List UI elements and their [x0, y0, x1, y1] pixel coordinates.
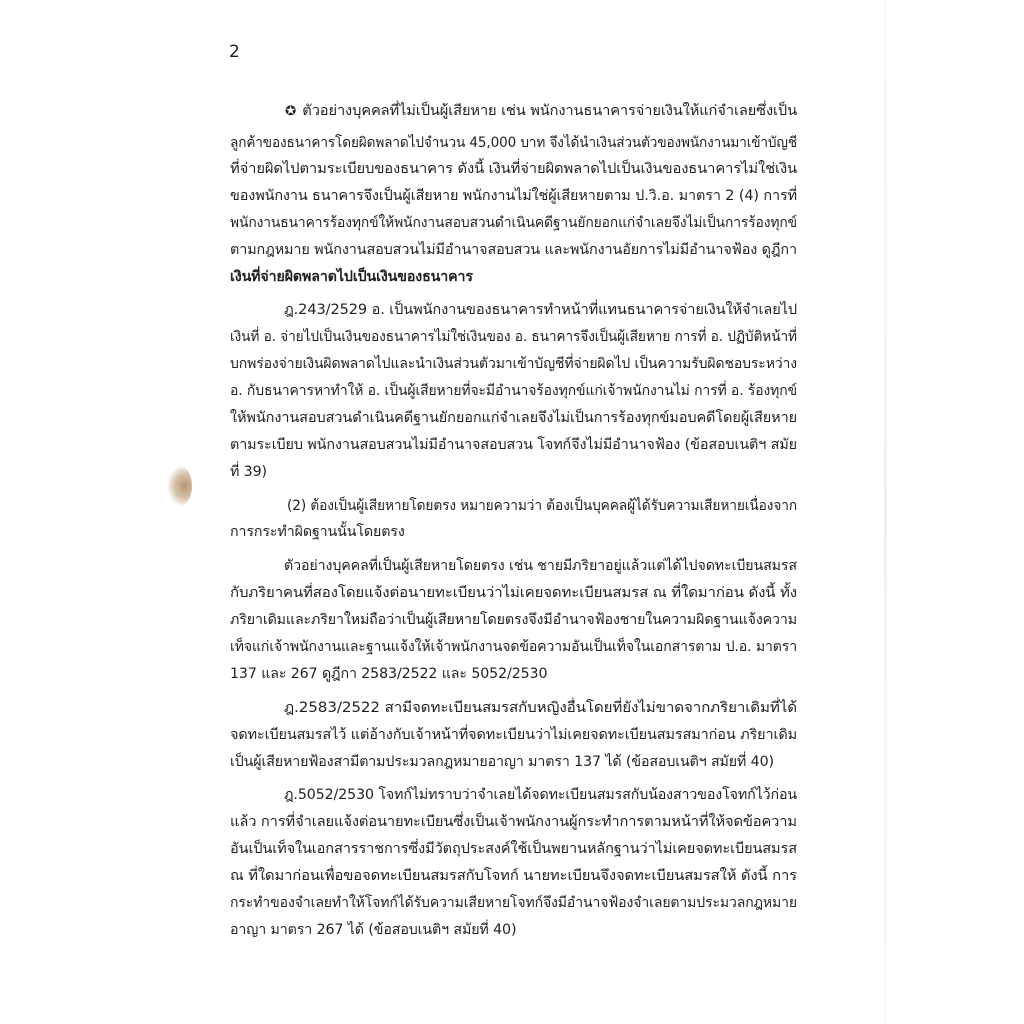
text-line — [230, 408, 797, 428]
text-line — [230, 664, 547, 684]
text-line — [230, 725, 797, 745]
line-text: (2) ต้องเป็นผู้เสียหายโดยตรง หมายความว่า ต้องเป็นบุคคลผู้ได้รับความเสียหายเนื่องจาก — [287, 498, 798, 514]
line-text: ฎ.243/2529 อ. เป็นพนักงานของธนาคารทำหน้าที่แทนธนาคารจ่ายเงินให้จำเลยไป — [284, 302, 798, 318]
text-line — [230, 812, 797, 832]
text-line — [230, 267, 473, 287]
line-text: พนักงานธนาคารร้องทุกข์ให้พนักงานสอบสวนดำเนินคดีฐานยักยอกแก่จำเลยจึงไม่เป็นการร้องทุกข์ — [230, 215, 798, 231]
line-text: ตามระเบียบ พนักงานสอบสวนไม่มีอำนาจสอบสวน โจทก์จึงไม่มีอำนาจฟ้อง (ข้อสอบเนติฯ สมัย — [230, 437, 797, 453]
line-text: จดทะเบียนสมรสไว้ แต่อ้างกับเจ้าหน้าที่จดทะเบียนว่าไม่เคยจดทะเบียนสมรสมาก่อน ภริยาเดิม — [230, 727, 798, 743]
text-line — [285, 101, 797, 122]
line-text: ที่ 39) — [230, 464, 267, 480]
text-line — [284, 785, 797, 805]
line-text: กระทำของจำเลยทำให้โจทก์ได้รับความเสียหายโจทก์จึงมีอำนาจฟ้องจำเลยตามประมวลกฎหมาย — [230, 895, 798, 911]
text-line — [230, 327, 797, 347]
line-text: ให้พนักงานสอบสวนดำเนินคดีฐานยักยอกแก่จำเลยจึงไม่เป็นการร้องทุกข์มอบคดีโดยผู้เสียหาย — [230, 410, 798, 426]
line-text: เงินที่จ่ายผิดพลาดไปเป็นเงินของธนาคาร — [230, 269, 473, 285]
text-line — [230, 893, 797, 913]
line-text: เป็นผู้เสียหายฟ้องสามีตามประมวลกฎหมายอาญา มาตรา 137 ได้ (ข้อสอบเนติฯ สมัยที่ 40) — [230, 754, 774, 770]
line-text: อาญา มาตรา 267 ได้ (ข้อสอบเนติฯ สมัยที่ 40) — [230, 922, 517, 938]
text-line — [284, 300, 797, 320]
line-text: กับภริยาคนที่สองโดยแจ้งต่อนายทะเบียนว่าไม่เคยจดทะเบียนสมรส ณ ที่ใดมาก่อน ดังนี้ ทั้ง — [230, 585, 798, 601]
line-text: ของพนักงาน ธนาคารจึงเป็นผู้เสียหาย พนักงานไม่ใช่ผู้เสียหายตาม ป.วิ.อ. มาตรา 2 (4) การที่ — [230, 188, 797, 204]
line-text: เงินที่ อ. จ่ายไปเป็นเงินของธนาคารไม่ใช่เงินของ อ. ธนาคารจึงเป็นผู้เสียหาย การที่ อ. ปฏิบัติหน้าที่ — [230, 329, 797, 345]
text-line — [230, 583, 797, 603]
line-text: อันเป็นเท็จในเอกสารราชการซึ่งมีวัตถุประสงค์ใช้เป็นพยานหลักฐานว่าไม่เคยจดทะเบียนสมรส — [230, 841, 797, 857]
line-text: ตัวอย่างบุคคลที่เป็นผู้เสียหายโดยตรง เช่น ชายมีภริยาอยู่แล้วแต่ได้ไปจดทะเบียนสมรส — [284, 558, 797, 574]
text-line — [287, 496, 797, 516]
line-text: การกระทำผิดฐานนั้นโดยตรง — [230, 524, 405, 540]
line-text: ลูกค้าของธนาคารโดยผิดพลาดไปจำนวน 45,000 บาท จึงได้นำเงินส่วนตัวของพนักงานมาเข้าบัญชี — [230, 135, 798, 151]
page-number: 2 — [229, 42, 240, 62]
line-text: เท็จแก่เจ้าพนักงานและฐานแจ้งให้เจ้าพนักงานจดข้อความอันเป็นเท็จในเอกสารตาม ป.อ. มาตรา — [230, 639, 798, 655]
line-text: ฎ.5052/2530 โจทก์ไม่ทราบว่าจำเลยได้จดทะเบียนสมรสกับน้องสาวของโจทก์ไว้ก่อน — [284, 787, 797, 803]
text-line — [230, 186, 797, 206]
text-line — [230, 462, 267, 482]
text-line — [284, 698, 797, 718]
text-line — [230, 213, 797, 233]
line-text: 137 และ 267 ดูฎีกา 2583/2522 และ 5052/2530 — [230, 666, 548, 682]
text-line — [230, 354, 797, 374]
text-line — [230, 159, 797, 179]
line-text: ภริยาเดิมและภริยาใหม่ถือว่าเป็นผู้เสียหายโดยตรงจึงมีอำนาจฟ้องชายในความผิดฐานแจ้งความ — [230, 612, 798, 628]
line-text: ณ ที่ใดมาก่อนเพื่อขอจดทะเบียนสมรสกับโจทก์ นายทะเบียนจึงจดทะเบียนสมรสให้ ดังนี้ การ — [230, 868, 798, 884]
text-line — [230, 133, 797, 153]
line-text: ฎ.2583/2522 สามีจดทะเบียนสมรสกับหญิงอื่นโดยที่ยังไม่ขาดจากภริยาเดิมที่ได้ — [284, 700, 797, 716]
line-text: อ. กับธนาคารหาทำให้ อ. เป็นผู้เสียหายที่จะมีอำนาจร้องทุกข์แก่เจ้าพนักงานไม่ การที่ อ. ร้องทุกข์ — [230, 383, 798, 399]
line-text: ที่จ่ายผิดไปตามระเบียบของธนาคาร ดังนี้ เงินที่จ่ายผิดพลาดไปเป็นเงินของธนาคารไม่ใช่เงิน — [230, 161, 798, 177]
text-line — [230, 637, 797, 657]
line-text: ตัวอย่างบุคคลที่ไม่เป็นผู้เสียหาย เช่น พนักงานธนาคารจ่ายเงินให้แก่จำเลยซึ่งเป็น — [302, 103, 798, 119]
text-line — [230, 435, 797, 455]
line-text: ตามกฎหมาย พนักงานสอบสวนไม่มีอำนาจสอบสวน และพนักงานอัยการไม่มีอำนาจฟ้อง ดูฎีกา — [230, 242, 797, 258]
line-text: บกพร่องจ่ายเงินผิดพลาดไปและนำเงินส่วนตัวมาเข้าบัญชีที่จ่ายผิดไป เป็นความรับผิดชอบระหว่าง — [230, 356, 798, 372]
line-text: แล้ว การที่จำเลยแจ้งต่อนายทะเบียนซึ่งเป็นเจ้าพนักงานผู้กระทำการตามหน้าที่ให้จดข้อความ — [230, 814, 797, 830]
text-line — [230, 920, 516, 940]
text-line — [230, 381, 797, 401]
text-line — [230, 752, 774, 772]
bullet-icon: ✪ — [285, 104, 297, 119]
text-line — [230, 240, 797, 260]
text-line — [230, 610, 797, 630]
text-line — [230, 839, 797, 859]
text-line — [230, 866, 797, 886]
text-line — [230, 522, 405, 542]
text-line — [284, 556, 797, 576]
